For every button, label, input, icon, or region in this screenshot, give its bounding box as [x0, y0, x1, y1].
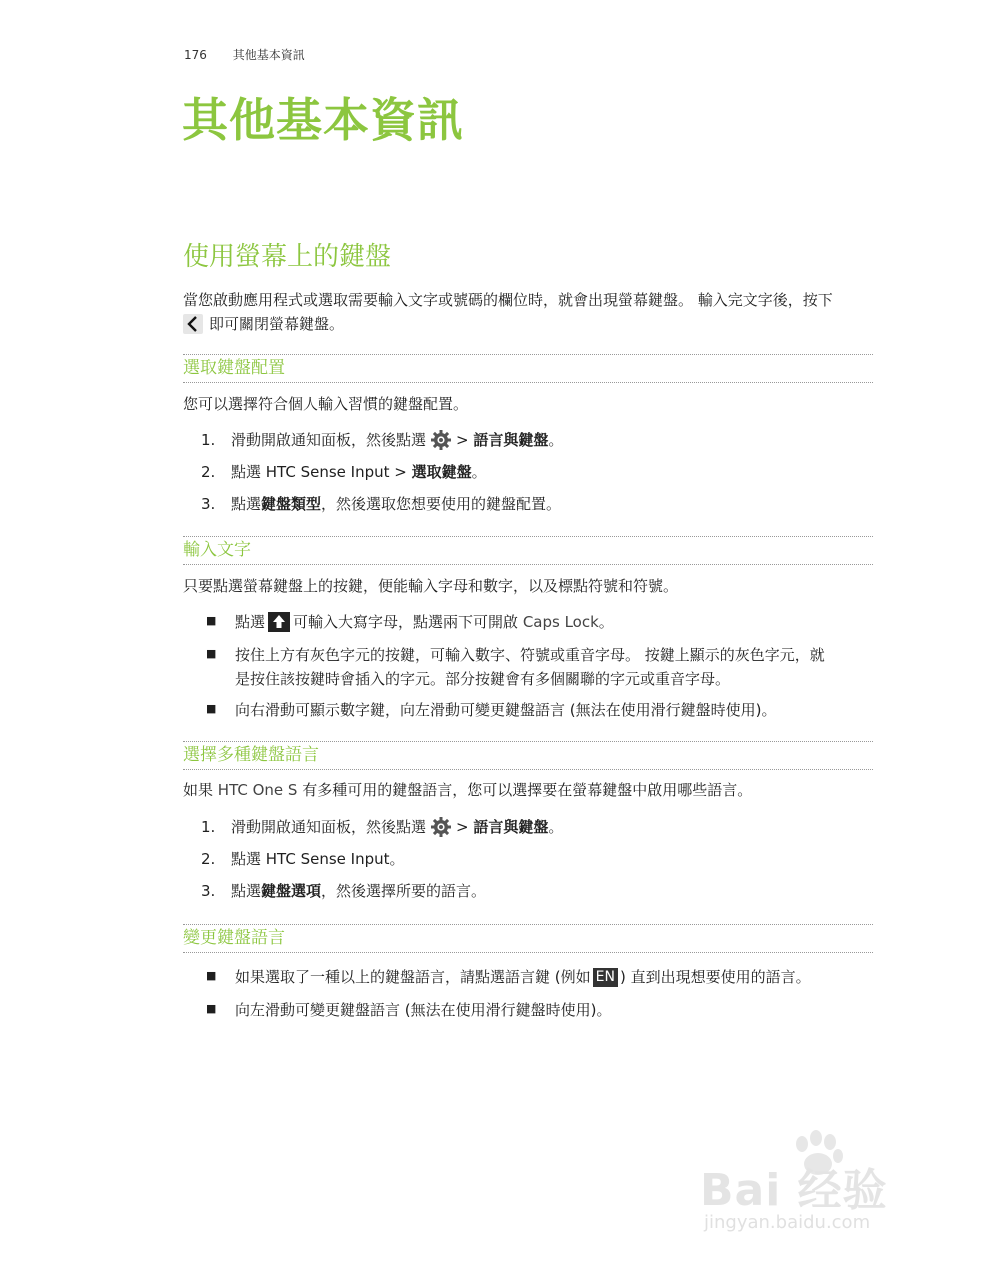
list-item: ■ 向左滑動可變更鍵盤語言 (無法在使用滑行鍵盤時使用)。 [206, 1001, 612, 1019]
back-arrow-icon [183, 314, 203, 334]
subsection-desc-multilang: 如果 HTC One S 有多種可用的鍵盤語言，您可以選擇要在螢幕鍵盤中啟用哪些語言。 [183, 781, 753, 799]
subsection-title-layout: 選取鍵盤配置 [183, 354, 873, 383]
subsection-desc-input: 只要點選螢幕鍵盤上的按鍵，便能輸入字母和數字，以及標點符號和符號。 [183, 577, 679, 595]
watermark [700, 1138, 940, 1248]
subsection-desc-layout: 您可以選擇符合個人輸入習慣的鍵盤配置。 [183, 395, 469, 413]
list-item: ■ 如果選取了一種以上的鍵盤語言，請點選語言鍵 (例如 EN ) 直到出現想要使用的語言。 [206, 968, 811, 986]
header-section: 其他基本資訊 [232, 48, 305, 62]
page-title: 其他基本資訊 [182, 93, 464, 147]
intro-text-line1: 當您啟動應用程式或選取需要輸入文字或號碼的欄位時，就會出現螢幕鍵盤。 輸入完文字後，按下 [183, 291, 833, 309]
list-item: ■ 向右滑動可顯示數字鍵，向左滑動可變更鍵盤語言 (無法在使用滑行鍵盤時使用)。 [206, 701, 777, 719]
page-number: 176 [184, 48, 207, 62]
subsection-title-multilang: 選擇多種鍵盤語言 [183, 741, 873, 770]
watermark-url: jingyan.baidu.com [704, 1212, 871, 1233]
list-item: 1. 滑動開啟通知面板，然後點選 > 語言與鍵盤。 [201, 428, 881, 452]
language-key-icon: EN [593, 968, 618, 987]
page-header [184, 46, 305, 63]
list-item: 2. 點選 HTC Sense Input > 選取鍵盤。 [201, 463, 487, 481]
list-item: 3. 點選鍵盤類型，然後選取您想要使用的鍵盤配置。 [201, 495, 562, 513]
list-item: ■ 按住上方有灰色字元的按鍵，可輸入數字、符號或重音字母。 按鍵上顯示的灰色字元，就 是按住該按鍵時會插入的字元。部分按鍵會有多個關聯的字元或重音字母。 [206, 646, 825, 688]
watermark-brand: Bai 经验 [700, 1165, 888, 1216]
shift-key-icon [268, 612, 290, 632]
settings-gear-icon [430, 816, 452, 838]
settings-gear-icon [430, 429, 452, 451]
subsection-title-input: 輸入文字 [183, 536, 873, 565]
list-item: 2. 點選 HTC Sense Input。 [201, 850, 405, 868]
list-item: 3. 點選鍵盤選項，然後選擇所要的語言。 [201, 882, 487, 900]
subsection-title-change: 變更鍵盤語言 [183, 924, 873, 953]
section-heading: 使用螢幕上的鍵盤 [183, 242, 392, 272]
intro-paragraph [183, 288, 888, 336]
intro-text-line2: 即可關閉螢幕鍵盤。 [209, 315, 345, 333]
list-item: ■ 點選 可輸入大寫字母，點選兩下可開啟 Caps Lock。 [206, 613, 614, 631]
list-item: 1. 滑動開啟通知面板，然後點選 > 語言與鍵盤。 [201, 815, 881, 839]
